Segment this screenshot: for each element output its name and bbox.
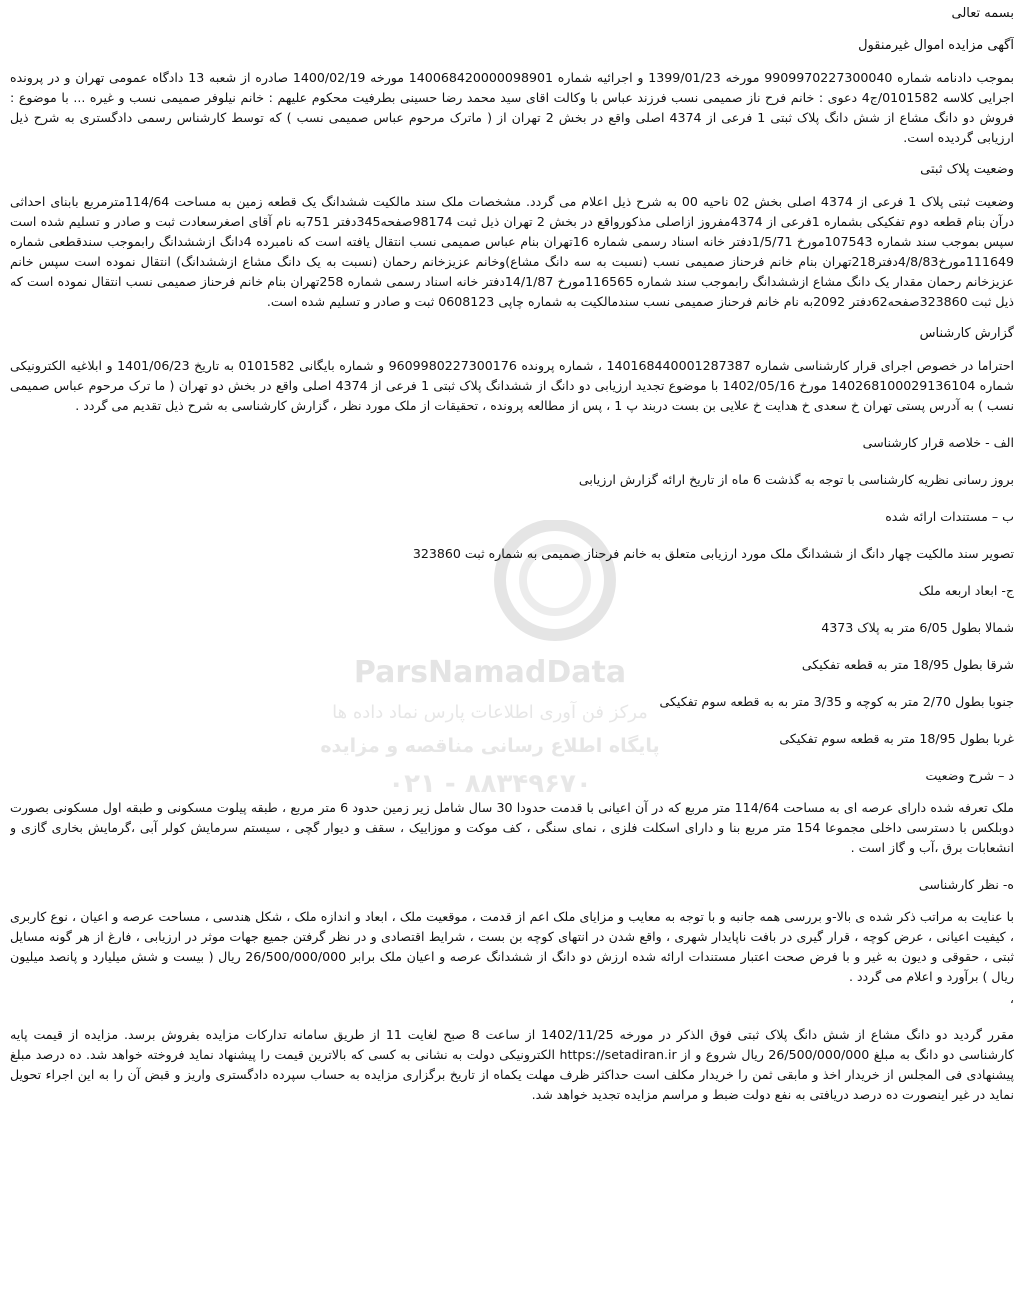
expert-paragraph: احتراما در خصوص اجرای قرار کارشناسی شماره 140168440001287387 ، شماره پرونده 9609980227300176 و شماره بایگانی 0101582 به تاریخ 1401/06/23 و ابلاغیه الکترونیکی شماره 140268100029136104 مورخ 1402/05/16 با موضوع تجدید ارزیابی دو دانگ از ششدانگ پلاک ثبتی 1 فرعی از 4374 اصلی واقع در بخش دو تهران ( ما ترک مرحوم عباس صمیمی نسب ) به آدرس پستی تهران خ سعدی خ هدایت خ علایی بن بست دربند پ 1 ، پس از مطالعه پرونده ، تحقیقات از ملک مورد نظر ، گزارش کارشناسی به شرح ذیل تقدیم می گردد . (10, 358, 1014, 413)
watermark-phone: ۰۲۱ - ۸۸۳۴۹۶۷۰ (388, 769, 592, 799)
intro-paragraph: بموجب دادنامه شماره 9909970227300040 مورخه 1399/01/23 و اجرائیه شماره 140068420000098901 مورخه 1400/02/19 صادره از شعبه 13 دادگاه عمومی تهران و در پرونده اجرایی کلاسه 0101582/ج4 دعوی : خانم فرح ناز صمیمی نسب فرزند عباس با وکالت اقای سید محمد رضا حسینی بطرفیت محکوم علیهم : خانم نیلوفر صمیمی نسب و غیره ... با موضوع : فروش دو دانگ مشاع از شش دانگ پلاک ثبتی 1 فرعی از 4374 اصلی واقع در بخش 2 تهران از ( ماترک مرحوم عباس صمیمی نسب ) که توسط کارشناس رسمی دادگستری به شرح ذیل ارزیابی گردیده است. (10, 70, 1014, 145)
watermark-tagline: مرکز فن آوری اطلاعات پارس نماد داده ها (332, 702, 648, 723)
stray-mark: ، (1009, 991, 1014, 1006)
alef-text: بروز رسانی نظریه کارشناسی با توجه به گذشت 6 ماه از تاریخ ارائه گزارش ارزیابی (578, 472, 1014, 487)
doc-header: بسمه تعالی (951, 6, 1014, 21)
dimension-north: شمالا بطول 6/05 متر به پلاک 4373 (821, 620, 1014, 635)
dimension-south: جنوبا بطول 2/70 متر به کوچه و 3/35 متر به به قطعه سوم تفکیکی (659, 694, 1014, 709)
be-text: تصویر سند مالکیت چهار دانگ از ششدانگ ملک مورد ارزیابی متعلق به خانم فرحناز صمیمی به شماره ثبت 323860 (412, 546, 1014, 561)
doc-title: آگهی مزایده اموال غیرمنقول (858, 38, 1014, 53)
registry-paragraph: وضعیت ثبتی پلاک 1 فرعی از 4374 اصلی بخش 02 ناحیه 00 به شرح ذیل اعلام می گردد. مشخصات ملک سند مالکیت ششدانگ یک قطعه زمین به مساحت 114/64مترمربع بابنای احداثی درآن بنام قطعه دوم تفکیکی بشماره 1فرعی از 4374مفروز ازاصلی مذکورواقع در بخش 2 تهران ذیل ثبت 98174صفحه345دفتر 751به نام آقای اصغرسعادت ثبت و صادر و تسلیم شده است سپس بموجب سند شماره 107543مورخ 1/5/71دفتر خانه اسناد رسمی شماره 16تهران بنام عباس صمیمی نسب انتقال یافته است که نامبرده 4دانگ ازششدانگ رابموجب سندقطعی شماره 111649مورخ4/8/83دفتر218تهران بنام خانم فرحناز صمیمی نسب (نسبت به سه دانگ مشاع)وخانم عزیزخانم رحمان (نسبت به یک دانگ مشاع ازششدانگ) انتقال نموده است سپس خانم عزیزخانم رحمان مقدار یک دانگ مشاع ازششدانگ رابموجب سند شماره 116565مورخ 14/1/87دفتر خانه اسناد رسمی شماره 258تهران بنام خانم فرحناز صمیمی نسب انتقال نموده است که ذیل ثبت 323860صفحه62دفتر 2092به نام خانم فرحناز صمیمی نسب سندمالکیت به شماره چاپی 0608123 ثبت و صادر و تسلیم شده است. (10, 194, 1014, 309)
auction-notice-document (10, 4, 1014, 1302)
jim-heading: ج- ابعاد اربعه ملک (918, 583, 1014, 598)
he-heading: ه- نظر کارشناسی (918, 877, 1014, 892)
watermark-brand: ParsNamadData (353, 655, 627, 690)
dimension-west: غربا بطول 18/95 متر به قطعه سوم تفکیکی (779, 731, 1014, 746)
final-paragraph: مقرر گردید دو دانگ مشاع از شش دانگ پلاک ثبتی فوق الذکر در مورخه 1402/11/25 از ساعت 8 صبح لغایت 11 از طریق سامانه تدارکات مزایده بفروش برسد. مزایده از قیمت پایه کارشناسی دو دانگ به مبلغ 26/500/000/000 ریال شروع و از https://setadiran.ir الکترونیکی دولت به نشانی به کسی که بالاترین قیمت را پیشنهاد نماید فروخته خواهد شد. ده درصد مبلغ پیشنهادی فی المجلس از خریدار اخذ و مابقی ثمن را خریدار مکلف است حداکثر ظرف مهلت یکماه از تاریخ برگزاری مزایده به حساب سپرده دادگستری واریز و قبض آن را به این اجراء تحویل نماید در غیر اینصورت ده درصد دریافتی به نفع دولت ضبط و مراسم مزایده تجدید خواهد شد. (10, 1027, 1014, 1102)
watermark-portal: پایگاه اطلاع رسانی مناقصه و مزایده (320, 735, 660, 757)
registry-heading: وضعیت پلاک ثبتی (920, 162, 1014, 177)
dimension-east: شرقا بطول 18/95 متر به قطعه تفکیکی (801, 657, 1014, 672)
dal-heading: د – شرح وضعیت (925, 768, 1014, 783)
he-paragraph: با عنایت به مراتب ذکر شده ی بالا-و بررسی همه جانبه و با توجه به معایب و مزایای ملک اعم از قدمت ، موقعیت ملک ، ابعاد و اندازه ملک ، شکل هندسی ، مساحت عرصه و اعیان ، نوع کاربری ، کیفیت اعیانی ، عرض کوچه ، قرار گیری در بافت ناپایدار شهری ، واقع شدن در انتهای کوچه بن بست ، شرایط اقتصادی و در نظر گرفتن جمیع جهات موثر در ارزیابی ، فارغ از هر گونه مسایل ثبتی ، حقوقی و دیون به غیر و با فرض صحت اعتبار مستندات ارائه شده ارزش دو دانگ از ششدانگ عرصه و اعیان ملک برابر 26/500/000/000 ریال ( بیست و شش میلیارد و پانصد میلیون ریال ) برآورد و اعلام می گردد . (10, 909, 1014, 984)
dal-paragraph: ملک تعرفه شده دارای عرصه ای به مساحت 114/64 متر مربع که در آن اعیانی با قدمت حدودا 30 سال شامل زیر زمین حدود 6 متر مربع ، طبقه پیلوت مسکونی و طبقه اول مسکونی بصورت دوبلکس با دسترسی داخلی مجموعا 154 متر مربع بنا و دارای اسکلت فلزی ، نمای سنگی ، کف موکت و موزاییک ، سقف و دیوار گچی ، سیستم سرمایش کولر آبی ،گرمایش بخاری گازی و انشعابات برق ،آب و گاز است . (10, 800, 1014, 855)
be-heading: ب – مستندات ارائه شده (885, 509, 1014, 524)
alef-heading: الف - خلاصه قرار کارشناسی (862, 435, 1014, 450)
expert-heading: گزارش کارشناس (919, 326, 1014, 341)
